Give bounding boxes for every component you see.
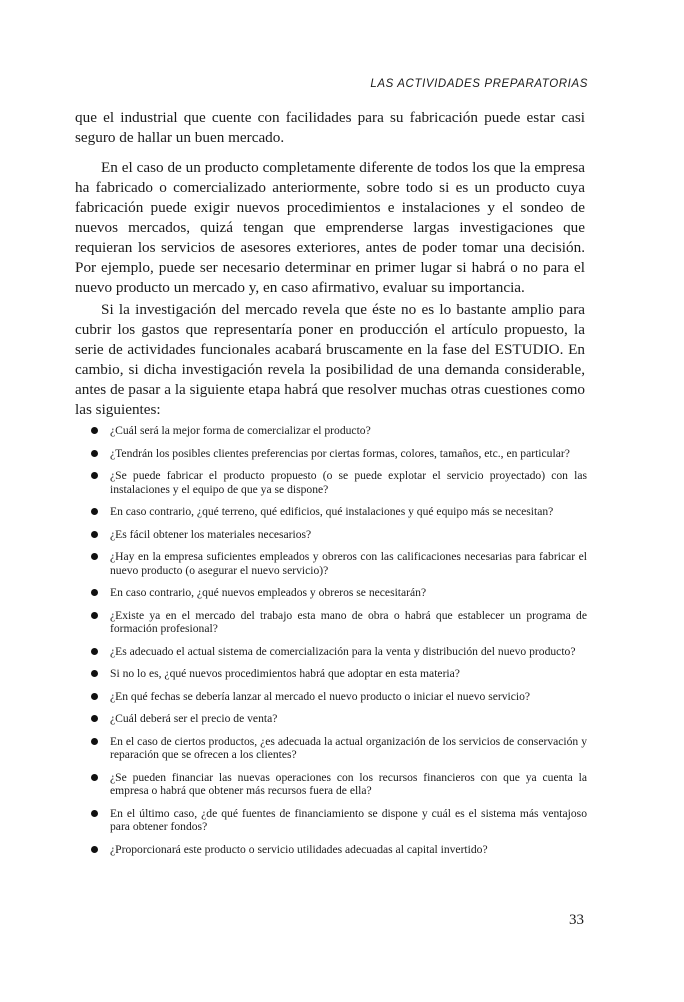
question-item — [91, 843, 587, 857]
question-text: En el último caso, ¿de qué fuentes de financiamiento se dispone y cuál es el sistema más ventajoso para obtener fondos? — [110, 806, 587, 833]
question-item — [91, 771, 587, 798]
question-text: ¿Se puede fabricar el producto propuesto (o se puede explotar el servicio proyectado) con las instalaciones y el equipo de que ya se dispone? — [110, 469, 587, 496]
question-text: ¿Se pueden financiar las nuevas operaciones con los recursos financieros con que ya cuenta la empresa o habrá que obtener más recursos fuera de ella? — [110, 770, 587, 797]
question-item — [91, 667, 587, 681]
question-text: ¿Cuál será la mejor forma de comercializar el producto? — [110, 424, 371, 437]
question-text: ¿En qué fechas se debería lanzar al mercado el nuevo producto o iniciar el nuevo servicio? — [110, 689, 531, 703]
question-item — [91, 735, 587, 762]
bullet-icon — [91, 648, 98, 655]
bullet-icon — [91, 693, 98, 700]
bullet-icon — [91, 738, 98, 745]
bullet-icon — [91, 670, 98, 677]
question-text: En caso contrario, ¿qué terreno, qué edificios, qué instalaciones y qué equipo más se necesitan? — [110, 505, 554, 518]
question-item — [91, 469, 587, 496]
bullet-icon — [91, 472, 98, 479]
question-text: En el caso de ciertos productos, ¿es adecuada la actual organización de los servicios de conservación y reparación que se ofrecen a los clientes? — [110, 734, 587, 761]
question-text: ¿Hay en la empresa suficientes empleados y obreros con las calificaciones necesarias para fabricar el nuevo producto (o asegurar el nuevo servicio)? — [110, 550, 587, 577]
question-text: En caso contrario, ¿qué nuevos empleados y obreros se necesitarán? — [110, 586, 427, 599]
paragraph-continuation: que el industrial que cuente con facilidades para su fabricación puede estar casi seguro de hallar un buen mercado. — [75, 109, 585, 146]
bullet-icon — [91, 531, 98, 538]
page-number: 33 — [569, 912, 584, 928]
question-text: ¿Es fácil obtener los materiales necesarios? — [110, 527, 312, 541]
bullet-icon — [91, 508, 98, 515]
question-text: ¿Existe ya en el mercado del trabajo esta mano de obra o habrá que establecer un programa de formación profesional? — [110, 608, 587, 635]
paragraph-market-research: Si la investigación del mercado revela que éste no es lo bastante amplio para cubrir los gastos que representaría poner en producción el artículo propuesto, la serie de actividades funcionales acabará bruscamente en la fase del ESTUDIO. En cambio, si dicha investigación revela la posibilidad de una demanda considerable, antes de pasar a la siguiente etapa habrá que resolver muchas otras cuestiones como las siguientes: — [75, 301, 585, 418]
running-head: LAS ACTIVIDADES PREPARATORIAS — [370, 78, 588, 90]
bullet-icon — [91, 553, 98, 560]
bullet-icon — [91, 450, 98, 457]
question-text: ¿Proporcionará este producto o servicio utilidades adecuadas al capital invertido? — [110, 842, 488, 856]
bullet-icon — [91, 846, 98, 853]
question-item — [91, 645, 587, 659]
bullet-icon — [91, 715, 98, 722]
question-item — [91, 424, 587, 438]
question-text: ¿Es adecuado el actual sistema de comercialización para la venta y distribución del nuevo producto? — [110, 644, 576, 658]
question-item — [91, 505, 587, 519]
question-item — [91, 690, 587, 704]
bullet-icon — [91, 612, 98, 619]
question-item — [91, 550, 587, 577]
question-item — [91, 528, 587, 542]
question-text: ¿Cuál deberá ser el precio de venta? — [110, 712, 278, 725]
question-item — [91, 447, 587, 461]
question-text: ¿Tendrán los posibles clientes preferencias por ciertas formas, colores, tamaños, etc., en particular? — [110, 446, 570, 460]
bullet-icon — [91, 589, 98, 596]
question-list — [91, 424, 587, 856]
question-item — [91, 609, 587, 636]
question-item — [91, 807, 587, 834]
bullet-icon — [91, 427, 98, 434]
paragraph-new-product: En el caso de un producto completamente diferente de todos los que la empresa ha fabricado o comercializado anteriormente, sobre todo si es un producto cuya fabricación puede exigir nuevos procedimientos e instalaciones y el sondeo de nuevos mercados, quizá tengan que emprenderse largas investigaciones que requieran los servicios de asesores exteriores, antes de poder tomar una decisión. Por ejemplo, puede ser necesario determinar en primer lugar si habrá o no para el nuevo producto un mercado y, en caso afirmativo, evaluar su importancia. — [75, 159, 585, 296]
bullet-icon — [91, 774, 98, 781]
bullet-icon — [91, 810, 98, 817]
question-text: Si no lo es, ¿qué nuevos procedimientos habrá que adoptar en esta materia? — [110, 667, 460, 680]
question-item — [91, 586, 587, 600]
question-item — [91, 712, 587, 726]
